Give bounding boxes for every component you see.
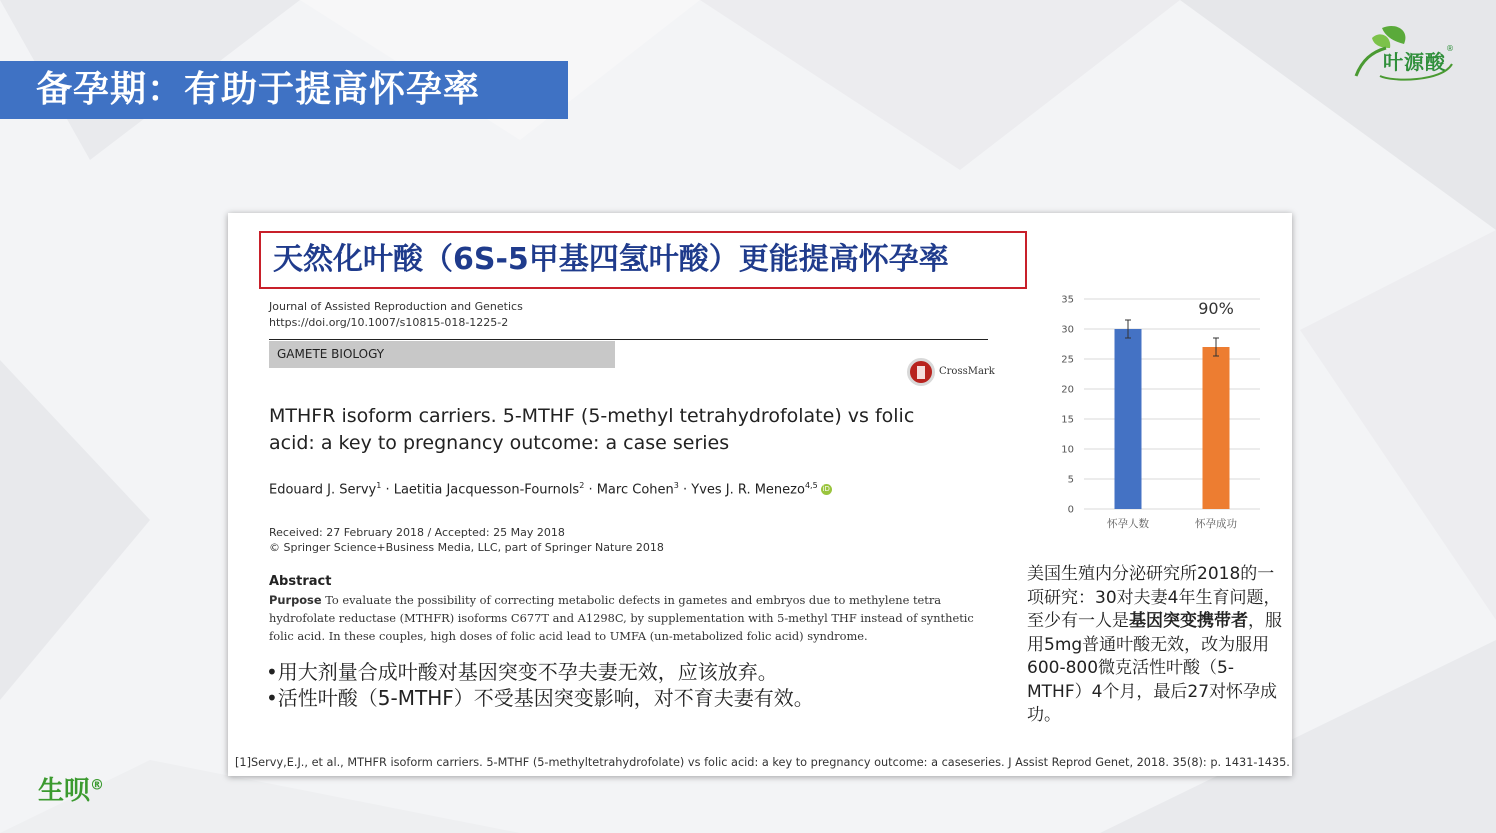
header-divider [269, 339, 988, 340]
doi-link[interactable]: https://doi.org/10.1007/s10815-018-1225-2 [269, 316, 509, 329]
author-affiliation: 3 [673, 481, 679, 490]
study-summary [1027, 563, 1289, 728]
abstract-heading: Abstract [269, 574, 332, 589]
summary-bold: 基因突变携带者 [1129, 611, 1248, 631]
logo-text: 叶源酸 [1383, 50, 1446, 74]
journal-info [269, 299, 523, 331]
bar [1115, 329, 1142, 509]
paper-card [228, 213, 1292, 776]
author-name: Edouard J. Servy [269, 482, 377, 498]
bullet-list [266, 659, 814, 711]
section-label: GAMETE BIOLOGY [269, 341, 615, 368]
y-tick-label: 15 [1061, 414, 1074, 426]
bar-annotation: 90% [1198, 299, 1234, 318]
copyright: © Springer Science+Business Media, LLC, part of Springer Nature 2018 [269, 541, 664, 554]
bar [1203, 347, 1230, 509]
abstract-purpose-label: Purpose [269, 593, 322, 607]
author-affiliation: 1 [376, 481, 382, 490]
highlight-title: 天然化叶酸（6S-5甲基四氢叶酸）更能提高怀孕率 [273, 242, 949, 277]
orcid-icon[interactable]: iD [822, 485, 830, 494]
x-tick-label: 怀孕成功 [1195, 518, 1237, 530]
y-tick-label: 25 [1061, 354, 1074, 366]
author-separator: · [678, 482, 692, 498]
received-info [269, 525, 664, 555]
x-tick-label: 怀孕人数 [1107, 518, 1149, 530]
crossmark-icon [907, 358, 935, 386]
brand-registered-mark: ® [90, 777, 105, 794]
journal-name: Journal of Assisted Reproduction and Genetics [269, 300, 523, 313]
bullet-item: •用大剂量合成叶酸对基因突变不孕夫妻无效，应该放弃。 [266, 660, 778, 684]
bullet-item: •活性叶酸（5-MTHF）不受基因突变影响，对不育夫妻有效。 [266, 686, 814, 710]
slide-title: 备孕期：有助于提高怀孕率 [0, 61, 568, 119]
author-affiliation: 4,5 [804, 481, 818, 490]
summary-text-1: 美国生殖内分泌研究所2018的一项研究：30对夫妻4年生育问题，至少有一人是 [1027, 564, 1281, 631]
author-list [269, 481, 832, 497]
reference-citation: [1]Servy,E.J., et al., MTHFR isoform carriers. 5-MTHF (5-methyltetrahydrofolate) vs folic acid: a key to pregnancy outcome: a caseseries. J Assist Reprod Genet, 2018. 35(8): p. 1431-1435. [235, 756, 1290, 769]
crossmark-badge[interactable] [907, 358, 997, 388]
pregnancy-bar-chart [1048, 289, 1268, 535]
highlight-box [259, 231, 1027, 289]
brand-name [38, 770, 104, 807]
author-separator: · [584, 482, 597, 498]
y-tick-label: 10 [1061, 444, 1074, 456]
paper-title: MTHFR isoform carriers. 5-MTHF (5-methyl tetrahydrofolate) vs folic acid: a key to pregnancy outcome: a case series [269, 405, 915, 454]
y-tick-label: 0 [1067, 504, 1074, 516]
y-tick-label: 35 [1061, 294, 1074, 306]
abstract-text: To evaluate the possibility of correcting metabolic defects in gametes and embryos due to methylene tetra hydrofolate reductase (MTHFR) isoforms C677T and A1298C, by supplementation with 5-methyl THF instead of synthetic folic acid. In these couples, high doses of folic acid lead to UMFA (un-metabolized folic acid) syndrome. [269, 593, 974, 643]
logo-registered-mark: ® [1446, 44, 1454, 53]
crossmark-label: CrossMark [939, 366, 995, 377]
author-separator: · [381, 482, 394, 498]
author-name: Marc Cohen [596, 482, 674, 498]
y-tick-label: 20 [1061, 384, 1074, 396]
y-tick-label: 30 [1061, 324, 1074, 336]
abstract-body [269, 591, 989, 645]
received-dates: Received: 27 February 2018 / Accepted: 25 May 2018 [269, 526, 565, 539]
summary-text-2: ，服用5mg普通叶酸无效，改为服用600-800微克活性叶酸（5-MTHF）4个月，最后27对怀孕成功。 [1027, 611, 1282, 725]
brand-text: 生呗 [38, 776, 91, 806]
author-name: Laetitia Jacquesson-Fournols [393, 482, 580, 498]
y-tick-label: 5 [1067, 474, 1074, 486]
author-name: Yves J. R. Menezo [691, 482, 805, 498]
author-affiliation: 2 [579, 481, 585, 490]
